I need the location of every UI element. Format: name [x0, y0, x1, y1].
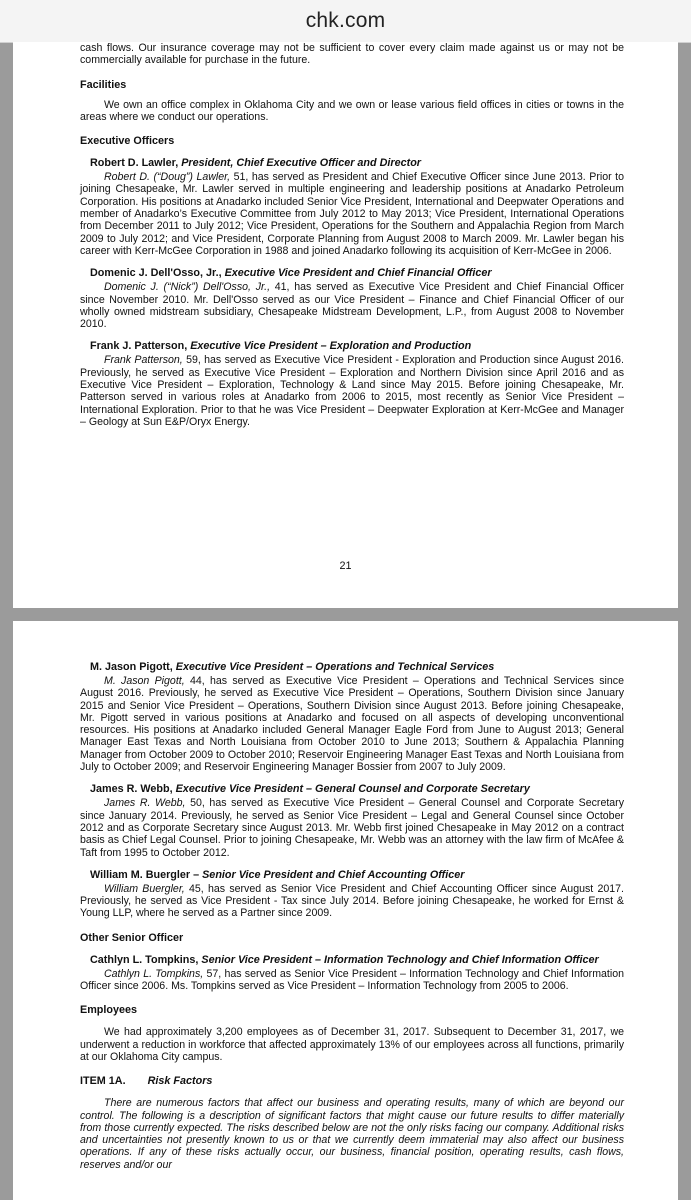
officer-bio-text: 50, has served as Executive Vice President – General Counsel and Corporate Secretary since January 2014. Previously, he served as Senior Vice President – Legal and General Counsel since October 2012 and as Corporate Secretary since August 2013. Mr. Webb first joined Chesapeake in May 2012 on a contract basis as Chief Legal Counsel. Prior to joining Chesapeake, Mr. Webb was an attorney with the law firm of McAfee & Taft from 1995 to October 2012. — [80, 797, 624, 859]
employees-heading: Employees — [80, 1004, 138, 1017]
officer-role: Executive Vice President – Operations and Technical Services — [175, 661, 495, 673]
officer-bio-text: 57, has served as Senior Vice President – Information Technology and Chief Information Officer since 2006. Ms. Tompkins served as Vice President – Information Technology from 2005 to 2006. — [80, 967, 624, 993]
employees-paragraph: We had approximately 3,200 employees as of December 31, 2017. Subsequent to December 31, 2017, we underwent a reduction in workforce that affected approximately 13% of our employees across all functions, primarily at our Oklahoma City campus. — [80, 1026, 624, 1063]
officer-bio-text: 41, has served as Executive Vice President and Chief Financial Officer since November 2010. Mr. Dell'Osso served as our Vice President – Finance and Chief Financial Officer of our wholly owned midstream subsidiary, Chesapeake Midstream Development, L.P., from August 2008 to November 2010. — [80, 281, 624, 331]
officer-name: Frank J. Patterson, — [90, 340, 188, 353]
url-text: chk.com — [305, 9, 386, 32]
facilities-paragraph: We own an office complex in Oklahoma City and we own or lease various field offices in cities or towns in the areas where we conduct our operations. — [80, 98, 624, 123]
officer-bio-text: 51, has served as President and Chief Executive Officer since June 2013. Prior to joining Chesapeake, Mr. Lawler served in multiple engineering and leadership positions at Anadarko Petroleum Corporation. His positions at Anadarko included Senior Vice President, International and Deepwater Operations and member of Anadarko’s Executive Committee from July 2012 to May 2013; Vice President, International Operations from December 2011 to July 2012; Vice President, Operations for the Southern and Appalachia Region from March 2009 to July 2012; and Vice President, Corporate Planning from August 2008 to March 2009. Mr. Lawler began his career with Kerr-McGee Corporation in 1988 and joined Anadarko following its acquisition of Kerr-McGee in 2006. — [80, 171, 624, 257]
officer-name: Robert D. Lawler, — [90, 157, 179, 170]
officer-title — [90, 340, 624, 352]
officer-title — [90, 661, 624, 673]
officer-name: M. Jason Pigott, — [90, 661, 173, 673]
officer-role: President, Chief Executive Officer and Director — [181, 157, 422, 170]
officer-bio-text: 44, has served as Executive Vice President – Operations and Technical Services since August 2016. Previously, he served as Executive Vice President – Operations, Southern Division since January 2015 and Senior Vice President – Operations, Southern Division since August 2013. Before joining Chesapeake, Mr. Pigott served in various positions at Anadarko and focused on all aspects of developing unconventional resources. His positions at Anadarko included General Manager Eagle Ford from June to August 2013; General Manager East Texas and North Louisiana from October 2010 to June 2013; Southern & Appalachia Planning Manager from October 2009 to October 2010; Reservoir Engineering Manager East Texas and North Louisiana from July to October 2009; and Reservoir Engineering Manager Bossier from 2007 to July 2009. — [80, 675, 624, 774]
officer-bio-name: M. Jason Pigott, — [104, 675, 185, 687]
officer-title — [90, 954, 624, 966]
officer-name: Domenic J. Dell'Osso, Jr., — [90, 267, 222, 280]
officer-bio-name: William Buergler, — [104, 882, 185, 895]
document-page-22 — [13, 621, 678, 1200]
item-heading — [80, 1075, 624, 1087]
officer-name: Cathlyn L. Tompkins, — [90, 953, 199, 966]
officer-bio-name: Cathlyn L. Tompkins, — [104, 967, 204, 980]
officer-title — [90, 267, 624, 279]
browser-url-bar[interactable] — [0, 0, 691, 43]
continued-paragraph: cash flows. Our insurance coverage may not be sufficient to cover every claim made against us or may not be commercially available for purchase in the future. — [80, 42, 624, 67]
officer-bio — [80, 968, 624, 993]
officer-bio-text: 45, has served as Senior Vice President and Chief Accounting Officer since August 2017. Previously, he served as Vice President - Tax since July 2014. Before joining Chesapeake, he worked for Ernst & Young LLP, where he served as a Partner since 2009. — [80, 882, 624, 920]
officer-role: Senior Vice President and Chief Accounting Officer — [202, 868, 465, 881]
other-senior-officer-heading: Other Senior Officer — [80, 931, 184, 944]
officer-bio — [80, 171, 624, 257]
officer-role: Executive Vice President and Chief Financial Officer — [224, 267, 492, 280]
item-title: Risk Factors — [147, 1075, 213, 1088]
officer-bio — [80, 883, 624, 920]
page-number: 21 — [339, 560, 352, 572]
officer-bio — [80, 675, 624, 773]
officer-bio-text: 59, has served as Executive Vice President - Exploration and Production since August 2016. Previously, he served as Executive Vice President – Exploration and Northern Division since April 2016 and as Executive Vice President – Exploration, Technology & Land since May 2015. Before joining Chesapeake, Mr. Patterson served in various roles at Anadarko from 2006 to 2015, most recently as Senior Vice President – International Exploration. Prior to that he was Vice President – Deepwater Exploration at Kerr-McGee and Manager – Geology at Sun E&P/Oryx Energy. — [80, 354, 624, 428]
officer-role: Executive Vice President – Exploration and Production — [190, 340, 472, 353]
risk-factors-paragraph: There are numerous factors that affect our business and operating results, many of which are beyond our control. The following is a description of significant factors that might cause our future results to differ materially from those currently expected. The risks described below are not the only risks facing our company. Additional risks and uncertainties not presently known to us or that we currently deem immaterial may also affect our business operations. If any of these risks actually occur, our business, financial position, operating results, cash flows, reserves and/or our — [80, 1097, 624, 1171]
officer-name: William M. Buergler – — [90, 868, 200, 881]
officer-title — [90, 869, 624, 881]
officer-name: James R. Webb, — [90, 783, 173, 796]
officer-title — [90, 157, 624, 169]
officer-bio — [80, 354, 624, 428]
officer-role: Senior Vice President – Information Technology and Chief Information Officer — [201, 953, 599, 966]
officer-bio-name: Frank Patterson, — [104, 354, 183, 367]
executive-officers-heading: Executive Officers — [80, 135, 175, 148]
facilities-heading: Facilities — [80, 78, 127, 91]
officer-bio — [80, 797, 624, 858]
officer-role: Executive Vice President – General Counsel and Corporate Secretary — [175, 783, 530, 796]
officer-bio-name: James R. Webb, — [104, 797, 186, 810]
officer-bio — [80, 281, 624, 330]
officer-bio-name: Robert D. (“Doug”) Lawler, — [104, 171, 231, 184]
item-number: ITEM 1A. — [80, 1075, 126, 1088]
document-page-21 — [13, 42, 678, 608]
officer-bio-name: Domenic J. (“Nick”) Dell'Osso, Jr., — [104, 281, 271, 294]
officer-title — [90, 783, 624, 795]
